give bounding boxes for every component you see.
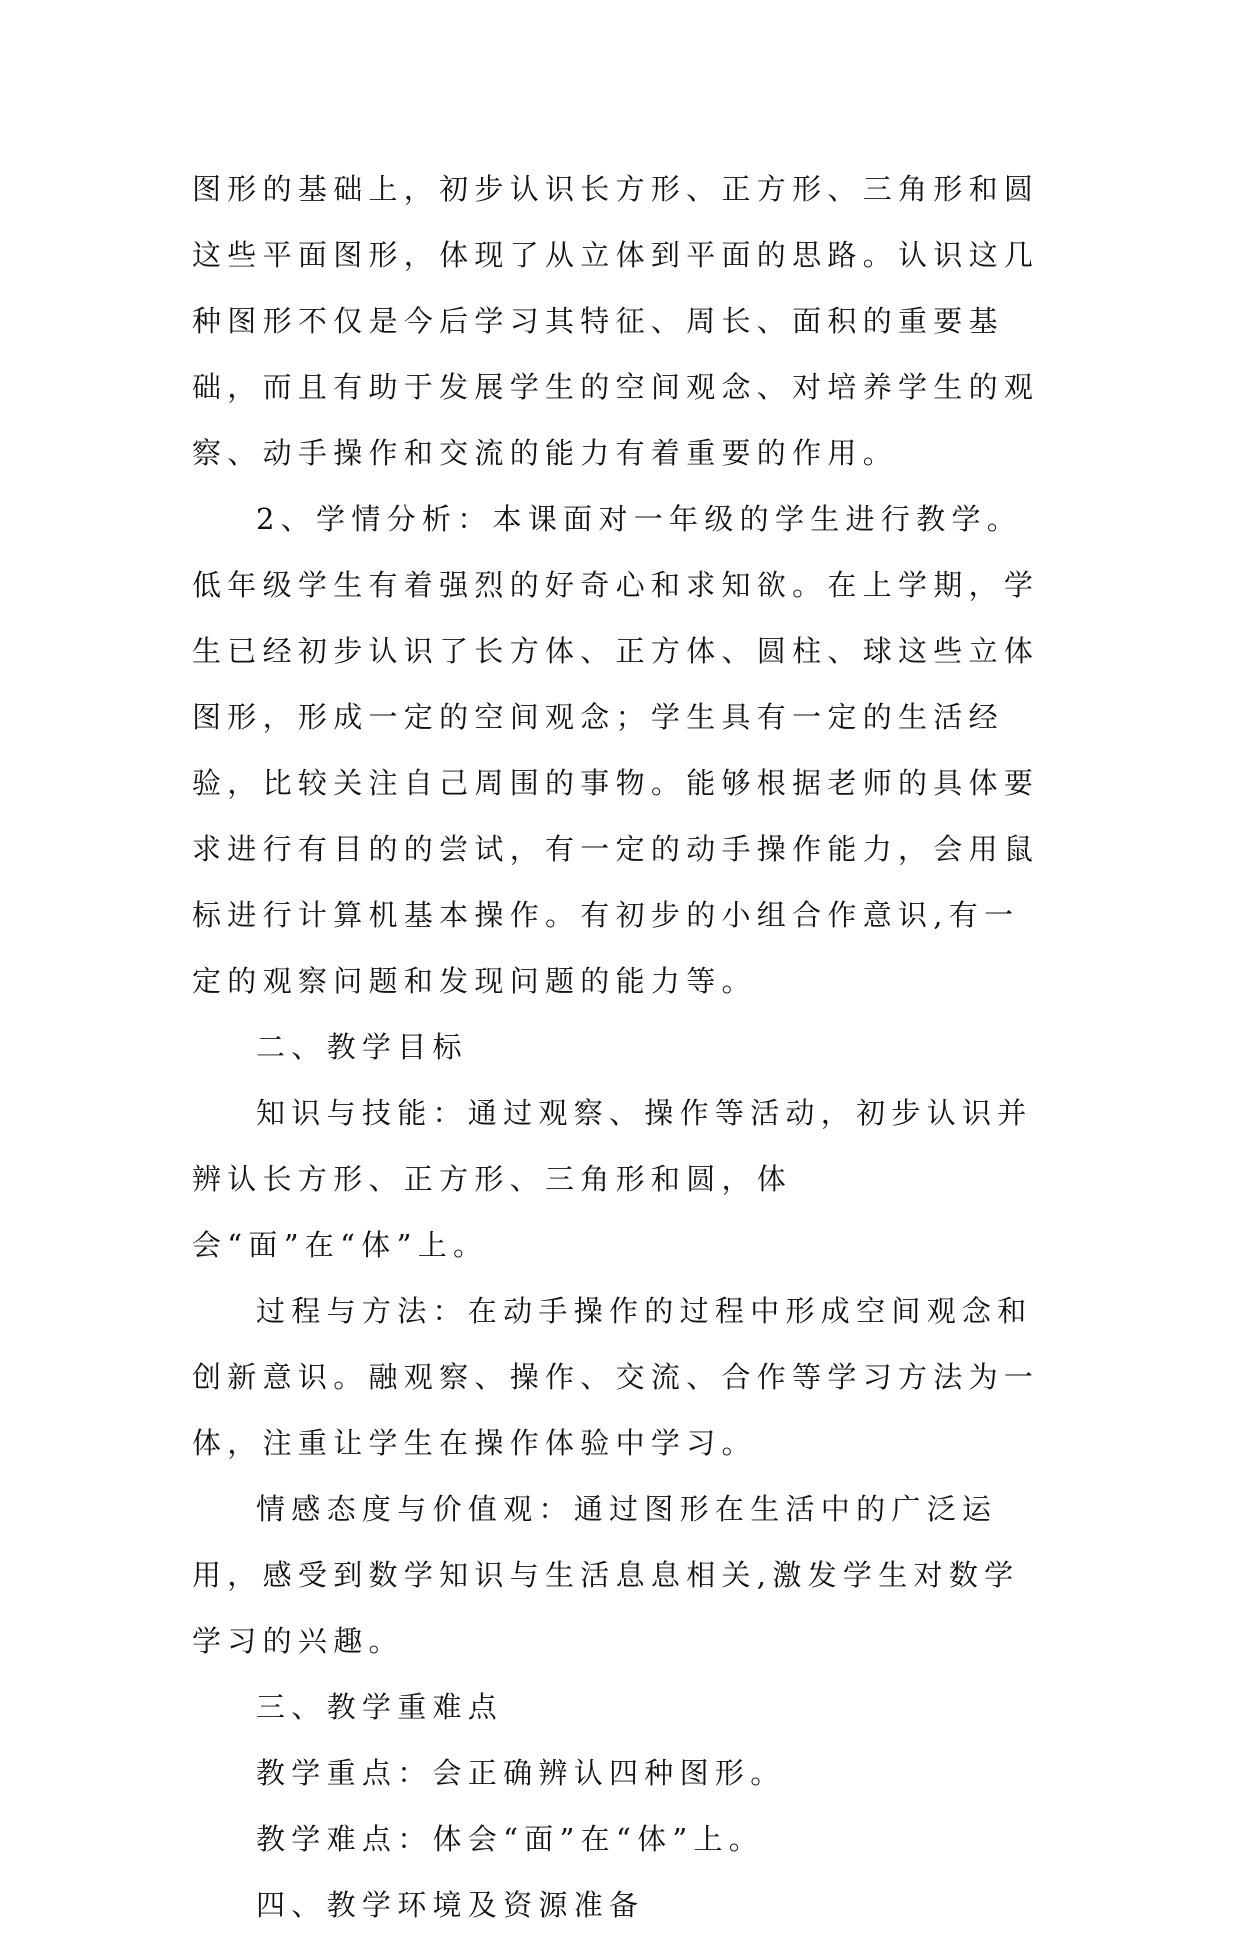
section-heading-key-points: 三、教学重难点 [256, 1690, 504, 1724]
emotion-values-paragraph: 情感态度与价值观：通过图形在生活中的广泛运用，感受到数学知识与生活息息相关,激发学生对数学学习的兴趣。 [192, 1492, 1020, 1658]
key-point-paragraph: 教学重点：会正确辨认四种图形。 [256, 1756, 786, 1790]
learning-analysis-paragraph: 2、学情分析：本课面对一年级的学生进行教学。低年级学生有着强烈的好奇心和求知欲。在上学期，学生已经初步认识了长方体、正方体、圆柱、球这些立体图形，形成一定的空间观念；学生具有一定的生活经验，比较关注自己周围的事物。能够根据老师的具体要求进行有目的的尝试，有一定的动手操作能力，会用鼠标进行计算机基本操作。有初步的小组合作意识,有一定的观察问题和发现问题的能力等。 [192, 502, 1040, 998]
continued-paragraph: 图形的基础上，初步认识长方形、正方形、三角形和圆这些平面图形，体现了从立体到平面的思路。认识这几种图形不仅是今后学习其特征、周长、面积的重要基础，而且有助于发展学生的空间观念、对培养学生的观察、动手操作和交流的能力有着重要的作用。 [192, 172, 1040, 470]
section-heading-environment-resources: 四、教学环境及资源准备 [256, 1888, 645, 1922]
knowledge-skills-paragraph: 知识与技能：通过观察、操作等活动，初步认识并辨认长方形、正方形、三角形和圆，体会“面”在“体”上。 [192, 1096, 1033, 1262]
difficult-point-paragraph: 教学难点：体会“面”在“体”上。 [256, 1822, 765, 1856]
process-method-paragraph: 过程与方法：在动手操作的过程中形成空间观念和创新意识。融观察、操作、交流、合作等学习方法为一体，注重让学生在操作体验中学习。 [192, 1294, 1040, 1460]
document-body [192, 156, 1052, 1938]
section-heading-teaching-goals: 二、教学目标 [256, 1030, 468, 1064]
